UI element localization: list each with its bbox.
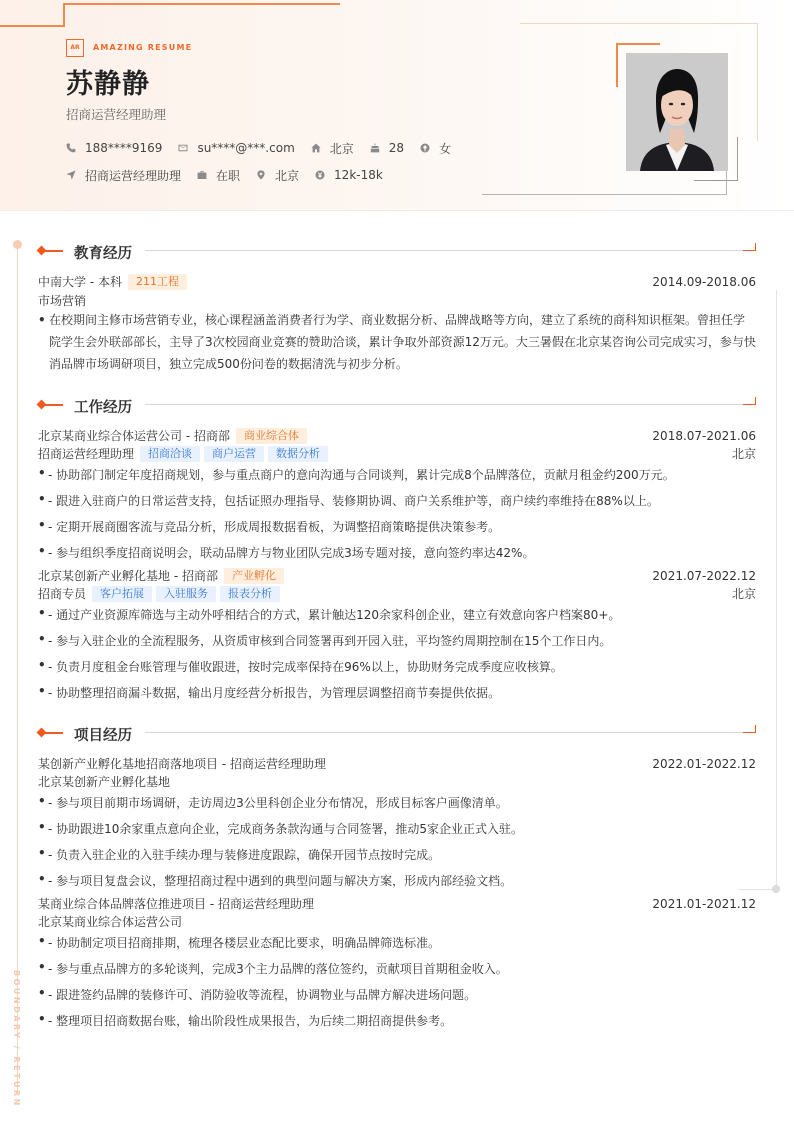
section-work xyxy=(36,399,756,416)
bullet-mark: • xyxy=(38,846,46,860)
header-accent-line xyxy=(0,25,64,27)
job-role: 招商运营经理助理 xyxy=(38,447,135,461)
avatar xyxy=(626,53,728,171)
right-rail xyxy=(776,290,777,890)
header-accent-line xyxy=(63,3,340,5)
photo-frame-line xyxy=(737,137,738,181)
bullet-mark: • xyxy=(38,632,46,646)
list-item-text: - 通过产业资源库筛选与主动外呼相结合的方式，累计触达120余家科创企业，建立有效意向客户档案80+。 xyxy=(48,608,621,622)
intention-text: 在职 xyxy=(216,168,241,183)
candidate-subtitle: 招商运营经理助理 xyxy=(66,107,167,122)
project-org-row xyxy=(38,913,756,930)
intention-text: 招商运营经理助理 xyxy=(85,168,182,183)
section-rule xyxy=(145,250,756,251)
school-name: 中南大学 - 本科 xyxy=(38,275,122,289)
bullet-mark: • xyxy=(38,820,46,834)
contact-phone xyxy=(66,141,162,155)
company-name: 北京某创新产业孵化基地 - 招商部 xyxy=(38,569,218,583)
side-rail-dot xyxy=(13,240,22,249)
contact-row xyxy=(66,140,467,156)
project-title: 某商业综合体品牌落位推进项目 - 招商运营经理助理 xyxy=(38,897,314,911)
side-rail xyxy=(17,244,18,1094)
skill-tag: 入驻服务 xyxy=(156,586,216,602)
section-education xyxy=(36,245,756,262)
job-role: 招商专员 xyxy=(38,587,87,601)
header-accent-line xyxy=(63,3,65,27)
contact-email xyxy=(178,141,294,155)
project-title: 某创新产业孵化基地招商落地项目 - 招商运营经理助理 xyxy=(38,757,326,771)
photo-frame-line xyxy=(482,194,727,195)
education-detail-text: 在校期间主修市场营销专业，核心课程涵盖消费者行为学、商业数据分析、品牌战略等方向，建立了系统的商科知识框架。曾担任学院学生会外联部部长，主导了3次校园商业竞赛的赞助洽谈，累计争取外部资源12万元。大三暑假在北京某咨询公司完成实习，参与快消品牌市场调研项目，独立完成500份问卷的数据清洗与初步分析。 xyxy=(49,313,756,371)
project-org-row xyxy=(38,773,756,790)
photo-frame-accent xyxy=(616,43,618,87)
list-item-text: - 协助制定项目招商排期，梳理各楼层业态配比要求，明确品牌筛选标准。 xyxy=(48,936,441,950)
list-item-text: - 参与项目前期市场调研，走访周边3公里科创企业分布情况，形成目标客户画像清单。 xyxy=(48,796,508,810)
section-dash xyxy=(45,250,63,252)
section-rule xyxy=(145,732,756,733)
list-item-text: - 协助跟进10余家重点意向企业，完成商务条款沟通与合同签署，推动5家企业正式入驻。 xyxy=(48,822,524,836)
list-item-text: - 负责月度租金台账管理与催收跟进，按时完成率保持在96%以上，协助财务完成季度应收核算。 xyxy=(48,660,563,674)
phone-icon xyxy=(66,143,76,153)
list-item-text: - 协助部门制定年度招商规划，参与重点商户的意向沟通与合同谈判，累计完成8个品牌落位，贡献月租金约200万元。 xyxy=(48,468,675,482)
intention-text: 12k-18k xyxy=(334,168,383,182)
bullet-mark: • xyxy=(38,872,46,886)
location-pin-icon xyxy=(256,170,266,180)
intention-position xyxy=(66,167,181,184)
section-title: 项目经历 xyxy=(74,728,132,744)
work-city: 北京 xyxy=(731,587,756,601)
header-frame-line xyxy=(757,23,758,141)
bullet-mark: • xyxy=(38,960,46,974)
list-item-text: - 负责入驻企业的入驻手续办理与装修进度跟踪，确保开园节点按时完成。 xyxy=(48,848,441,862)
school-tag: 211工程 xyxy=(128,274,187,290)
bullet-mark: • xyxy=(38,684,46,698)
work-role-row xyxy=(38,445,756,462)
bullet-mark: • xyxy=(38,544,46,558)
intention-row xyxy=(66,167,399,183)
send-icon xyxy=(66,170,76,180)
contact-city xyxy=(311,140,354,157)
intention-status xyxy=(197,167,240,184)
major: 市场营销 xyxy=(38,294,87,308)
bullet-mark: • xyxy=(38,794,46,808)
list-item-text: - 整理项目招商数据台账，输出阶段性成果报告，为后续二期招商提供参考。 xyxy=(48,1014,453,1028)
contact-text: 女 xyxy=(439,141,452,156)
coin-icon xyxy=(315,170,325,180)
contact-gender xyxy=(420,140,451,157)
logo-text: AMAZING RESUME xyxy=(93,43,193,52)
section-dash xyxy=(45,732,63,734)
skill-tag: 商户运营 xyxy=(204,446,264,462)
bullet-mark: • xyxy=(38,466,46,480)
bullet-mark: • xyxy=(38,518,46,532)
section-rule xyxy=(145,404,756,405)
logo-mark: AR xyxy=(66,39,84,57)
section-corner xyxy=(743,397,756,405)
bullet-mark: • xyxy=(38,1012,46,1026)
mail-icon xyxy=(178,143,188,153)
skill-tag: 报表分析 xyxy=(220,586,280,602)
intention-text: 北京 xyxy=(275,168,300,183)
work-row xyxy=(38,427,756,444)
list-item-text: - 参与组织季度招商说明会，联动品牌方与物业团队完成3场专题对接，意向签约率达42%。 xyxy=(48,546,535,560)
intention-city xyxy=(256,167,299,184)
project-org: 北京某创新产业孵化基地 xyxy=(38,775,171,789)
side-text: BOUNDARY / RETURN xyxy=(12,970,21,1108)
list-item-text: - 参与入驻企业的全流程服务，从资质审核到合同签署再到开园入驻，平均签约周期控制在15个工作日内。 xyxy=(48,634,612,648)
work-period: 2018.07-2021.06 xyxy=(652,428,756,443)
cake-icon xyxy=(370,143,380,153)
portrait-photo xyxy=(626,53,728,171)
project-period: 2021.01-2021.12 xyxy=(652,896,756,911)
photo-frame-accent xyxy=(616,43,660,45)
work-period: 2021.07-2022.12 xyxy=(652,568,756,583)
right-rail-dot xyxy=(772,885,780,893)
project-row xyxy=(38,895,756,912)
bullet-mark: • xyxy=(38,934,46,948)
bullet-mark: • xyxy=(38,606,46,620)
photo-frame-line xyxy=(694,180,738,181)
skill-tag: 客户拓展 xyxy=(92,586,152,602)
contact-text: 188****9169 xyxy=(85,141,163,155)
project-period: 2022.01-2022.12 xyxy=(652,756,756,771)
project-row xyxy=(38,755,756,772)
education-detail xyxy=(38,309,756,375)
gender-icon xyxy=(420,143,430,153)
education-period: 2014.09-2018.06 xyxy=(652,274,756,289)
list-item-text: - 定期开展商圈客流与竞品分析，形成周报数据看板，为调整招商策略提供决策参考。 xyxy=(48,520,501,534)
work-role-row xyxy=(38,585,756,602)
company-tag: 商业综合体 xyxy=(236,428,307,444)
company-name: 北京某商业综合体运营公司 - 招商部 xyxy=(38,429,230,443)
contact-text: 北京 xyxy=(329,141,354,156)
contact-text: su****@***.com xyxy=(197,141,295,155)
work-city: 北京 xyxy=(731,447,756,461)
header-frame-line xyxy=(520,23,758,24)
work-row xyxy=(38,567,756,584)
section-title: 工作经历 xyxy=(74,400,132,416)
contact-age xyxy=(370,141,404,155)
intention-salary xyxy=(315,168,383,182)
section-title: 教育经历 xyxy=(74,246,132,262)
bullet-mark: • xyxy=(38,658,46,672)
company-tag: 产业孵化 xyxy=(224,568,284,584)
skill-tag: 数据分析 xyxy=(268,446,328,462)
home-icon xyxy=(311,143,321,153)
project-org: 北京某商业综合体运营公司 xyxy=(38,915,183,929)
list-item-text: - 参与项目复盘会议，整理招商过程中遇到的典型问题与解决方案，形成内部经验文档。 xyxy=(48,874,513,888)
right-rail xyxy=(738,889,776,890)
section-corner xyxy=(743,243,756,251)
section-projects xyxy=(36,727,756,744)
section-dash xyxy=(45,404,63,406)
list-item-text: - 参与重点品牌方的多轮谈判，完成3个主力品牌的落位签约，贡献项目首期租金收入。 xyxy=(48,962,508,976)
briefcase-icon xyxy=(197,170,207,180)
list-item-text: - 跟进签约品牌的装修许可、消防验收等流程，协调物业与品牌方解决进场问题。 xyxy=(48,988,477,1002)
list-item-text: - 跟进入驻商户的日常运营支持，包括证照办理指导、装修期协调、商户关系维护等，商户续约率维持在88%以上。 xyxy=(48,494,659,508)
bullet-mark: • xyxy=(38,313,46,327)
bullet-mark: • xyxy=(38,986,46,1000)
education-major-row xyxy=(38,292,756,309)
list-item-text: - 协助整理招商漏斗数据，输出月度经营分析报告，为管理层调整招商节奏提供依据。 xyxy=(48,686,501,700)
education-row xyxy=(38,273,756,290)
bullet-mark: • xyxy=(38,492,46,506)
section-corner xyxy=(743,725,756,733)
contact-text: 28 xyxy=(388,141,405,155)
skill-tag: 招商洽谈 xyxy=(140,446,200,462)
candidate-name: 苏静静 xyxy=(66,69,150,100)
